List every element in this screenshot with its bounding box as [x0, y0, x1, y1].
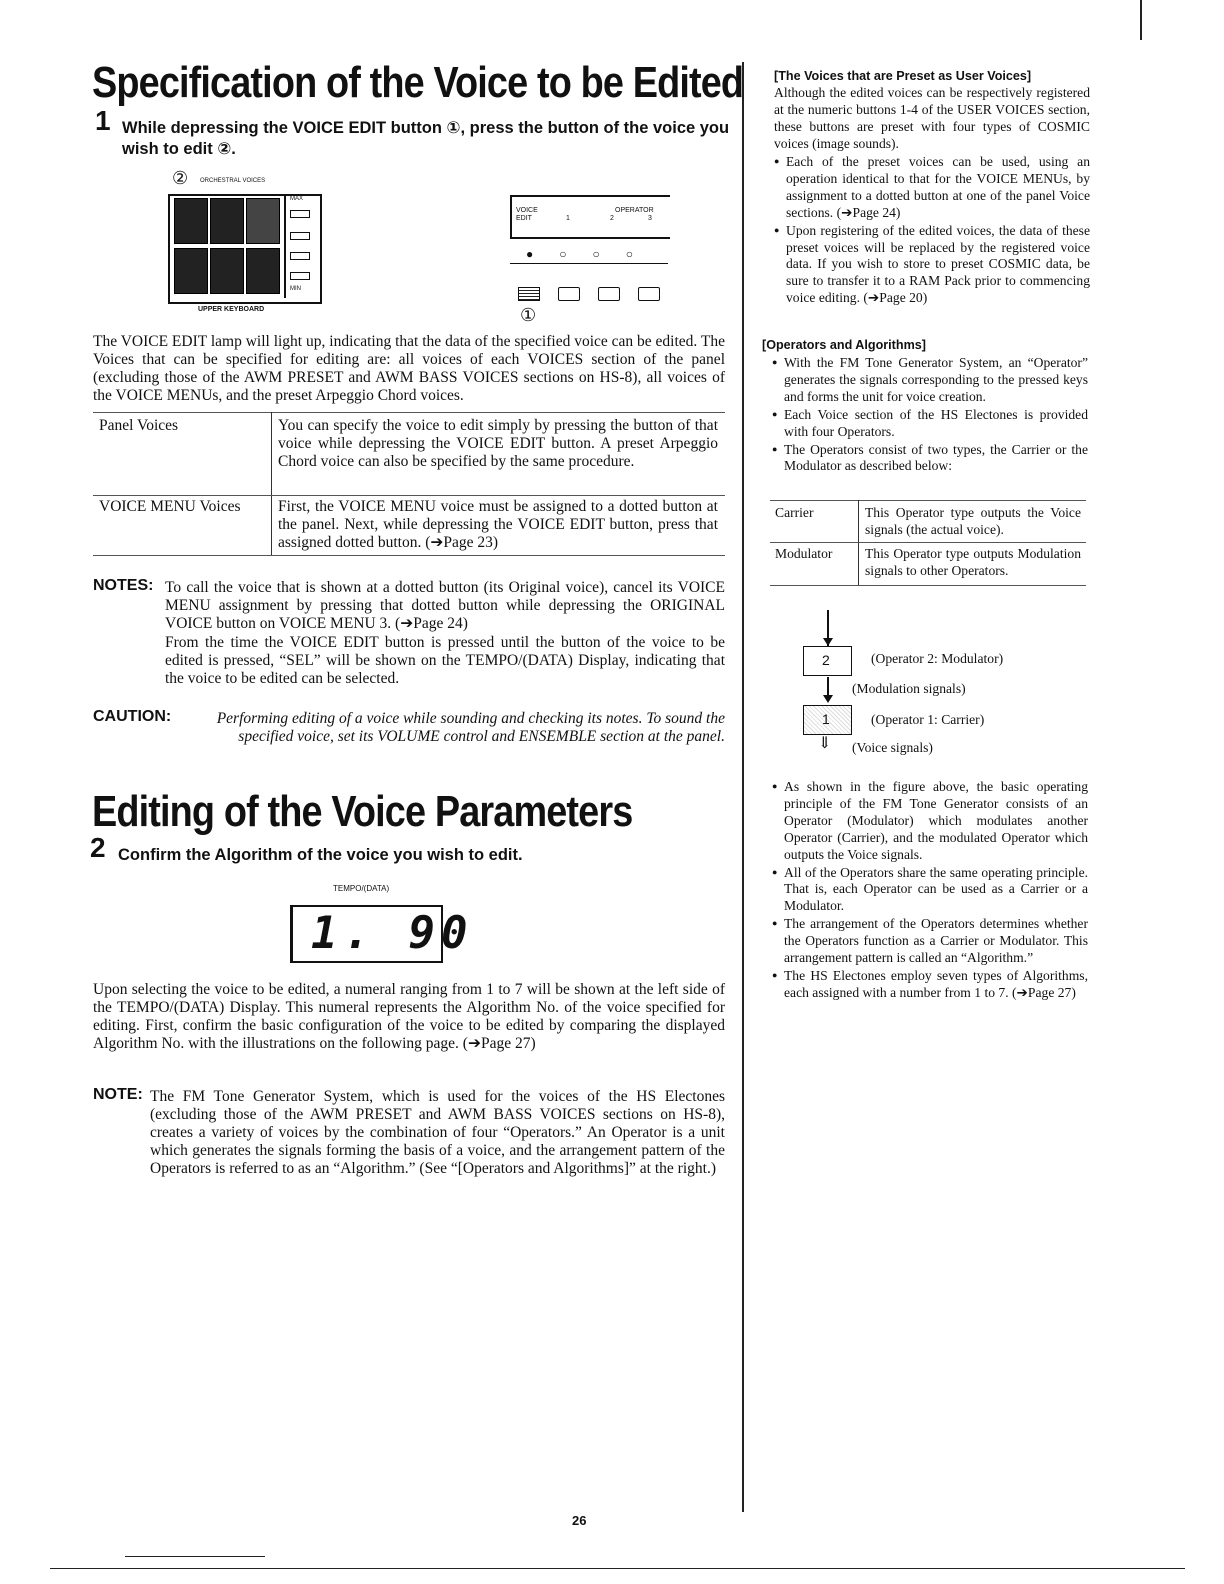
preset-voices-intro: Although the edited voices can be respectively registered at the numeric buttons 1-4 of the USER VOICES section, these buttons are preset with four types of COSMIC voices (image sounds).: [774, 85, 1090, 151]
step2-number: 2: [90, 832, 106, 863]
principle-bullets: [772, 778, 1088, 1002]
para-algorithm-number: Upon selecting the voice to be edited, a numeral ranging from 1 to 7 will be shown at the left side of the TEMPO/(DATA) Display. This numeral represents the Algorithm No. of the voice specified for editing. First, confirm the basic configuration of the voice to be edited by comparing the displayed Algorithm No. with the illustrations on the following page. (➔Page 27): [93, 981, 725, 1052]
modulator-term: Modulator: [775, 546, 833, 561]
table-desc-panel-voices: You can specify the voice to edit simply by pressing the button of that voice while depressing the VOICE EDIT button. A preset Arpeggio Chord voice can also be specified by the same procedure.: [278, 417, 718, 470]
voice-key-5[interactable]: [210, 248, 244, 294]
voice-key-2[interactable]: [210, 198, 244, 244]
step2-instruction: [90, 832, 730, 866]
op2-label: 2: [610, 215, 614, 222]
principle-bullet-3: ● The arrangement of the Operators determines whether the Operators function as a Carrier or Modulator. This arrangement pattern is called an “Algorithm.”: [772, 915, 1088, 967]
modulation-signals-label: (Modulation signals): [852, 681, 966, 696]
upper-keyboard-label: UPPER KEYBOARD: [198, 306, 265, 313]
table-desc-menu-voices: First, the VOICE MENU voice must be assigned to a dotted button at the panel. Next, while depressing the VOICE EDIT button, press that assigned dotted button. (➔Page 23): [278, 498, 718, 551]
top-corner-rule: [1140, 0, 1142, 40]
operators-bullets: [772, 354, 1088, 475]
operator-button-2[interactable]: [598, 287, 620, 301]
caution-label: CAUTION:: [93, 708, 172, 725]
operator-1-label: (Operator 1: Carrier): [871, 712, 985, 727]
arrow-out: ⇓: [818, 735, 832, 752]
voice-signals-label: (Voice signals): [852, 740, 933, 755]
voice-label: VOICE: [516, 207, 538, 214]
principle-bullet-1: ● As shown in the figure above, the basic operating principle of the FM Tone Generator consists of an Operator (Modulator) which modulates another Operator (Carrier), and the modulated Operator which outputs the Voice signals.: [772, 778, 1088, 864]
section2-title: Editing of the Voice Parameters: [92, 787, 633, 836]
orchestral-voices-figure: [168, 168, 328, 318]
operator-2-number: 2: [822, 652, 830, 668]
step1-instruction: [95, 105, 735, 160]
note-text: The FM Tone Generator System, which is used for the voices of the HS Electones (excluding those of the AWM PRESET and AWM BASS VOICES sections on HS-8), creates a variety of voices by the combination of four “Operators.” An Operator is a unit which generates the signals forming the basis of a voice, and the arrangement pattern of the Operators is referred to as an “Algorithm.” (See “[Operators and Algorithms]” at the right.): [150, 1088, 725, 1177]
ops-bullet-2: ● Each Voice section of the HS Electones is provided with four Operators.: [772, 406, 1088, 441]
step2-text: Confirm the Algorithm of the voice you wish to edit.: [118, 846, 523, 864]
callout-1: ①: [520, 305, 537, 325]
bottom-rule: [50, 1568, 1185, 1569]
operator-label: OPERATOR: [615, 207, 654, 214]
op1-label: 1: [566, 215, 570, 222]
voice-key-6[interactable]: [246, 248, 280, 294]
preset-bullet-1: ● Each of the preset voices can be used, using an operation identical to that for the VOICE MENUs, by assignment to a dotted button at one of the panel Voice sections. (➔Page 24): [774, 153, 1090, 222]
lamp-row: ●○○○: [526, 247, 659, 261]
step1-number: 1: [95, 105, 111, 136]
page-number: 26: [572, 1513, 587, 1528]
step1-text: While depressing the VOICE EDIT button ①, press the button of the voice you wish to edit ②.: [122, 119, 730, 158]
preset-voices-bullets: [774, 153, 1090, 307]
notes-para-2: From the time the VOICE EDIT button is pressed until the button of the voice to be edited is pressed, “SEL” will be shown on the TEMPO/(DATA) Display, indicating that the voice to be edited can be selected.: [165, 634, 725, 687]
table-term-panel-voices: Panel Voices: [99, 417, 179, 434]
operator-panel-frame: [510, 195, 670, 239]
para-voice-edit-lamp: The VOICE EDIT lamp will light up, indicating that the data of the specified voice can be edited. The Voices that can be specified for editing are: all voices of each VOICES section of the panel (excluding those of the AWM PRESET and AWM BASS VOICES sections on HS-8), all voices of the VOICE MENUs, and the preset Arpeggio Chord voices.: [93, 333, 725, 404]
orchestral-voices-label: ORCHESTRAL VOICES: [200, 178, 266, 184]
edit-label: EDIT: [516, 215, 532, 222]
modulator-desc: This Operator type outputs Modulation signals to other Operators.: [865, 546, 1081, 578]
operator-2-box: [803, 646, 852, 676]
preset-voices-title: [The Voices that are Preset as User Voices]: [774, 69, 1032, 83]
principle-bullet-4: ● The HS Electones employ seven types of Algorithms, each assigned with a number from 1 to 7. (➔Page 27): [772, 967, 1088, 1002]
operator-1-box: [803, 705, 852, 735]
carrier-desc: This Operator type outputs the Voice signals (the actual voice).: [865, 505, 1081, 537]
voice-key-4[interactable]: [174, 248, 208, 294]
ops-bullet-3: ● The Operators consist of two types, the Carrier or the Modulator as described below:: [772, 441, 1088, 476]
min-label: MIN: [290, 286, 301, 292]
operator-button-1[interactable]: [558, 287, 580, 301]
operator-button-3[interactable]: [638, 287, 660, 301]
operators-algorithms-title: [Operators and Algorithms]: [762, 338, 926, 352]
tempo-data-display: [290, 905, 474, 963]
principle-bullet-2: ● All of the Operators share the same operating principle. That is, each Operator can be used as a Carrier or a Modulator.: [772, 864, 1088, 916]
lamp-underline: [510, 263, 668, 264]
voice-edit-button[interactable]: [518, 287, 540, 301]
bottom-rule-short: [125, 1556, 265, 1557]
table-term-menu-voices: VOICE MENU Voices: [99, 498, 241, 515]
algorithm-display-value: 1. 90: [311, 908, 474, 959]
caution-text: Performing editing of a voice while sounding and checking its notes. To sound the specified voice, set its VOLUME control and ENSEMBLE section at the panel.: [216, 710, 725, 745]
operator-diagram: [800, 605, 1100, 765]
max-label: MAX: [290, 196, 304, 202]
op3-label: 3: [648, 215, 652, 222]
column-divider: [742, 62, 744, 1512]
operator-type-table: [770, 500, 1086, 586]
voice-edit-figure: [510, 195, 670, 335]
ops-bullet-1: ● With the FM Tone Generator System, an “Operator” generates the signals corresponding to the pressed keys and forms the unit for voice creation.: [772, 354, 1088, 406]
section1-title: Specification of the Voice to be Edited: [92, 58, 744, 107]
operator-2-label: (Operator 2: Modulator): [871, 651, 1004, 666]
preset-bullet-2: ● Upon registering of the edited voices, the data of these preset voices will be replaced by the registered voice data. If you wish to store to preset COSMIC data, be sure to transfer it to a RAM Pack prior to commencing voice editing. (➔Page 20): [774, 222, 1090, 308]
voice-key-3[interactable]: [246, 198, 280, 244]
callout-2: ②: [172, 168, 189, 188]
notes-para-1: To call the voice that is shown at a dotted button (its Original voice), cancel its VOICE MENU assignment by pressing that dotted button while depressing the ORIGINAL VOICE button on VOICE MENU 3. (➔Page 24): [165, 579, 725, 632]
notes-label: NOTES:: [93, 577, 154, 594]
operator-1-number: 1: [822, 711, 830, 727]
tempo-data-label: TEMPO/(DATA): [333, 884, 390, 893]
carrier-term: Carrier: [775, 505, 814, 520]
note-label: NOTE:: [93, 1086, 143, 1103]
voice-key-1[interactable]: [174, 198, 208, 244]
volume-slider[interactable]: [284, 196, 314, 298]
